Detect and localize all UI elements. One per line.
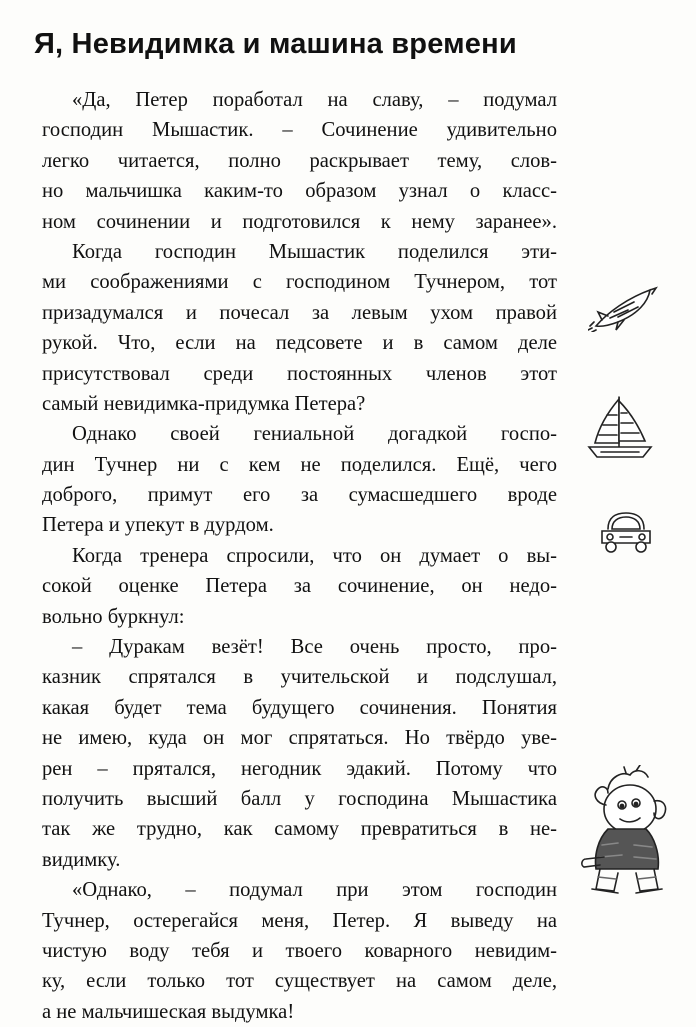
text-line: сокой оценке Петера за сочинение, он недо- [42, 575, 557, 598]
cartoon-character-icon [578, 765, 676, 897]
text-line: так же трудно, как самому превратиться в не- [42, 818, 557, 841]
text-line: дин Тучнер ни с кем не поделился. Ещё, чего [42, 453, 557, 476]
text-line: чистую воду тебя и твоего коварного невидим- [42, 939, 557, 962]
sailboat-icon [585, 393, 655, 463]
text-line: «Однако, – подумал при этом господин [72, 879, 557, 902]
text-line: – Дуракам везёт! Все очень просто, про- [72, 636, 557, 659]
text-line: казник спрятался в учительской и подслушал, [42, 666, 557, 689]
text-line: самый невидимка-придумка Петера? [42, 392, 366, 415]
car-icon [598, 509, 654, 555]
text-line: ку, если только тот существует на самом деле, [42, 970, 557, 993]
text-line: Однако своей гениальной догадкой госпо- [72, 423, 557, 446]
text-line: Когда тренера спросили, что он думает о вы- [72, 544, 557, 567]
text-line: легко читается, полно раскрывает тему, слов- [42, 149, 557, 172]
text-line: видимку. [42, 848, 121, 871]
text-line: какая будет тема будущего сочинения. Понятия [42, 696, 557, 719]
body-text [42, 85, 557, 1027]
text-line: доброго, примут его за сумасшедшего вроде [42, 484, 557, 507]
text-line: вольно буркнул: [42, 605, 185, 628]
text-line: рен – прятался, негодник эдакий. Потому что [42, 757, 557, 780]
text-line: а не мальчишеская выдумка! [42, 1000, 295, 1023]
text-line: рукой. Что, если на педсовете и в самом деле [42, 332, 557, 355]
text-line: Петера и упекут в дурдом. [42, 514, 274, 537]
text-line: получить высший балл у господина Мышастика [42, 787, 557, 810]
page-title: Я, Невидимка и машина времени [34, 28, 517, 60]
text-line: Когда господин Мышастик поделился эти- [72, 240, 557, 263]
text-line: не имею, куда он мог спрятаться. Но твёрдо уве- [42, 727, 557, 750]
text-line: господин Мышастик. – Сочинение удивительно [42, 119, 557, 142]
text-line: присутствовал среди постоянных членов этот [42, 362, 557, 385]
text-line: но мальчишка каким-то образом узнал о класс- [42, 180, 557, 203]
text-line: Тучнер, остерегайся меня, Петер. Я выведу на [42, 909, 557, 932]
text-line: ми соображениями с господином Тучнером, тот [42, 271, 557, 294]
text-line: ном сочинении и подготовился к нему заранее». [42, 210, 557, 233]
text-line: призадумался и почесал за левым ухом правой [42, 301, 557, 324]
rocket-icon [588, 282, 662, 332]
text-line: «Да, Петер поработал на славу, – подумал [72, 89, 557, 111]
